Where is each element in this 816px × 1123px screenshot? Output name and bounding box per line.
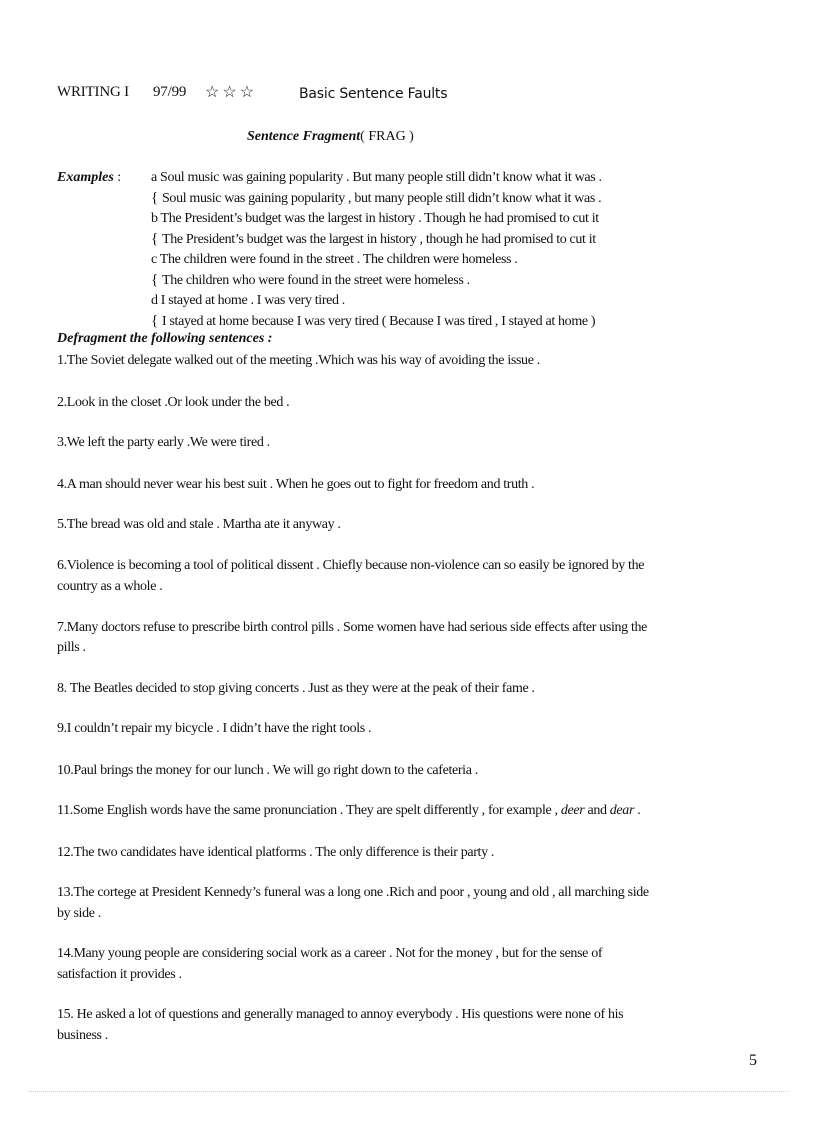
brace-icon: { [151,272,158,288]
exercise-11: 11.Some English words have the same pronunciation . They are spelt differently , for example , deer and dear . [57,803,641,818]
exercise-15-line-2: business . [57,1028,108,1043]
rating-stars-icon: ☆☆☆ [205,84,258,101]
section-title-main: Sentence Fragment [247,129,361,144]
instruction-heading: Defragment the following sentences : [57,331,273,346]
page-number: 5 [749,1052,757,1069]
exercise-13-line-2: by side . [57,906,101,921]
exercise-10: 10.Paul brings the money for our lunch . We will go right down to the cafeteria . [57,763,478,778]
example-a-fragment: a Soul music was gaining popularity . But many people still didn’t know what it was . [151,170,602,185]
exercise-12: 12.The two candidates have identical platforms . The only difference is their party . [57,845,495,860]
exercise-4: 4.A man should never wear his best suit . When he goes out to fight for freedom and truth . [57,477,535,492]
section-title [247,129,414,145]
example-word-deer: deer [560,803,585,818]
example-d-fragment: d I stayed at home . I was very tired . [151,293,345,308]
exercise-7-line-2: pills . [57,640,86,655]
course-date: 97/99 [153,84,187,100]
example-b-fragment: b The President’s budget was the largest in history . Though he had promised to cut it [151,211,599,226]
exercise-6-line-1: 6.Violence is becoming a tool of political dissent . Chiefly because non-violence can so easily be ignored by the [57,558,645,573]
example-a-corrected: { Soul music was gaining popularity , but many people still didn’t know what it was . [151,190,602,206]
example-b-corrected: { The President’s budget was the largest in history , though he had promised to cut it [151,231,596,247]
footer-divider [28,1091,788,1092]
exercise-3: 3.We left the party early .We were tired . [57,435,270,450]
example-word-dear: dear [609,803,635,818]
example-c-corrected: { The children who were found in the street were homeless . [151,272,470,288]
exercise-15-line-1: 15. He asked a lot of questions and generally managed to annoy everybody . His questions were none of his [57,1007,624,1022]
exercise-5: 5.The bread was old and stale . Martha ate it anyway . [57,517,341,532]
course-name: WRITING I [57,84,129,100]
exercise-13-line-1: 13.The cortege at President Kennedy’s funeral was a long one .Rich and poor , young and old , all marching side [57,885,649,900]
brace-icon: { [151,313,158,329]
brace-icon: { [151,231,158,247]
exercise-14-line-1: 14.Many young people are considering social work as a career . Not for the money , but for the sense of [57,946,603,961]
section-title-tag: ( FRAG ) [360,129,414,144]
example-c-fragment: c The children were found in the street . The children were homeless . [151,252,518,267]
exercise-7-line-1: 7.Many doctors refuse to prescribe birth control pills . Some women have had serious side effects after using the [57,620,648,635]
exercise-1: 1.The Soviet delegate walked out of the meeting .Which was his way of avoiding the issue . [57,353,540,368]
exercise-9: 9.I couldn’t repair my bicycle . I didn’t have the right tools . [57,721,372,736]
exercise-2: 2.Look in the closet .Or look under the bed . [57,395,290,410]
example-d-corrected: { I stayed at home because I was very tired ( Because I was tired , I stayed at home ) [151,313,596,329]
brace-icon: { [151,190,158,206]
exercise-6-line-2: country as a whole . [57,579,163,594]
exercise-8: 8. The Beatles decided to stop giving concerts . Just as they were at the peak of their fame . [57,681,535,696]
topic-title: Basic Sentence Faults [299,86,448,102]
exercise-14-line-2: satisfaction it provides . [57,967,182,982]
examples-label: Examples : [57,170,122,185]
